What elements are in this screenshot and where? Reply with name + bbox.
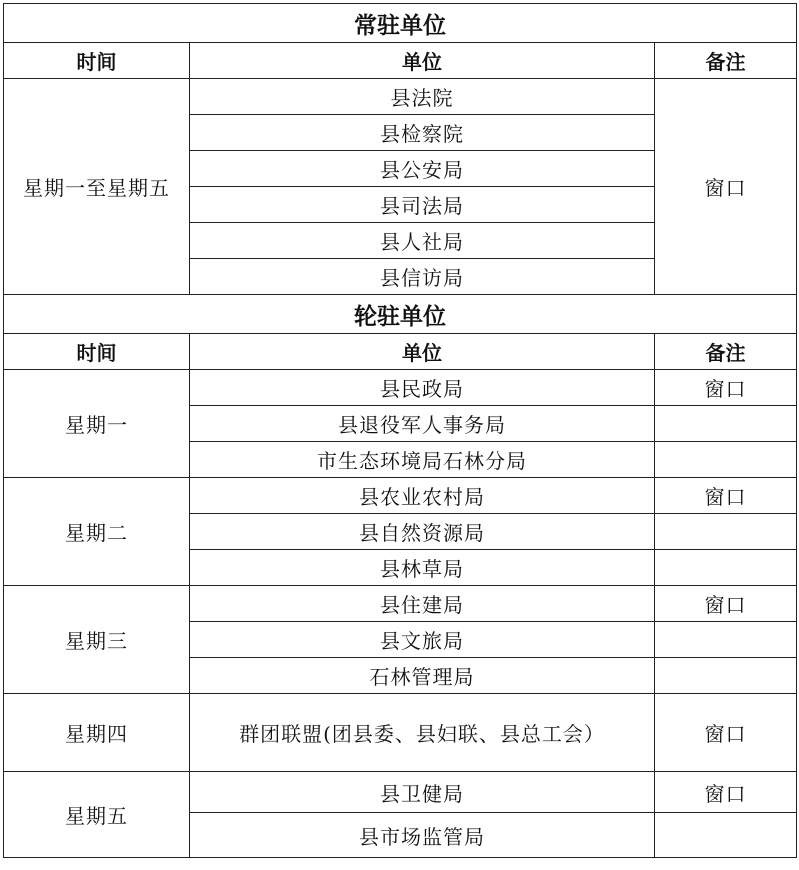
note-cell: [655, 514, 797, 550]
unit-cell: 县自然资源局: [190, 514, 655, 550]
unit-cell: 县住建局: [190, 586, 655, 622]
note-cell: [655, 550, 797, 586]
unit-cell: 县退役军人事务局: [190, 406, 655, 442]
unit-cell: 县卫健局: [190, 772, 655, 813]
unit-cell: 市生态环境局石林分局: [190, 442, 655, 478]
day-cell: 星期一: [4, 370, 190, 478]
permanent-header-row: [4, 43, 797, 79]
rotating-section-row: [4, 295, 797, 334]
table-row: [4, 586, 797, 622]
schedule-table: [3, 3, 797, 858]
note-cell: [655, 622, 797, 658]
permanent-note-cell: 窗口: [655, 79, 797, 295]
unit-cell: 县法院: [190, 79, 655, 115]
unit-cell: 县市场监管局: [190, 813, 655, 858]
table-row: [4, 772, 797, 813]
note-cell: [655, 658, 797, 694]
note-cell: [655, 406, 797, 442]
day-cell: 星期二: [4, 478, 190, 586]
header-note: 备注: [655, 334, 797, 370]
unit-cell: 石林管理局: [190, 658, 655, 694]
header-time: 时间: [4, 334, 190, 370]
header-unit: 单位: [190, 43, 655, 79]
rotating-section-title: 轮驻单位: [4, 295, 797, 334]
note-cell: [655, 813, 797, 858]
unit-cell: 县林草局: [190, 550, 655, 586]
permanent-section-row: [4, 4, 797, 43]
rotating-header-row: [4, 334, 797, 370]
unit-cell: 县检察院: [190, 115, 655, 151]
header-note: 备注: [655, 43, 797, 79]
unit-cell: 县人社局: [190, 223, 655, 259]
header-time: 时间: [4, 43, 190, 79]
unit-cell: 县司法局: [190, 187, 655, 223]
unit-cell: 县信访局: [190, 259, 655, 295]
note-cell: 窗口: [655, 772, 797, 813]
note-cell: 窗口: [655, 586, 797, 622]
table-row: [4, 79, 797, 115]
note-cell: 窗口: [655, 370, 797, 406]
unit-cell: 县公安局: [190, 151, 655, 187]
table-row: [4, 370, 797, 406]
unit-cell: 县农业农村局: [190, 478, 655, 514]
table-row: [4, 478, 797, 514]
permanent-section-title: 常驻单位: [4, 4, 797, 43]
table-row: [4, 694, 797, 772]
unit-cell: 县民政局: [190, 370, 655, 406]
header-unit: 单位: [190, 334, 655, 370]
note-cell: 窗口: [655, 478, 797, 514]
note-cell: [655, 442, 797, 478]
day-cell: 星期四: [4, 694, 190, 772]
day-cell: 星期五: [4, 772, 190, 858]
day-cell: 星期三: [4, 586, 190, 694]
note-cell: 窗口: [655, 694, 797, 772]
unit-cell: 县文旅局: [190, 622, 655, 658]
permanent-time-cell: 星期一至星期五: [4, 79, 190, 295]
unit-cell: 群团联盟(团县委、县妇联、县总工会）: [190, 694, 655, 772]
